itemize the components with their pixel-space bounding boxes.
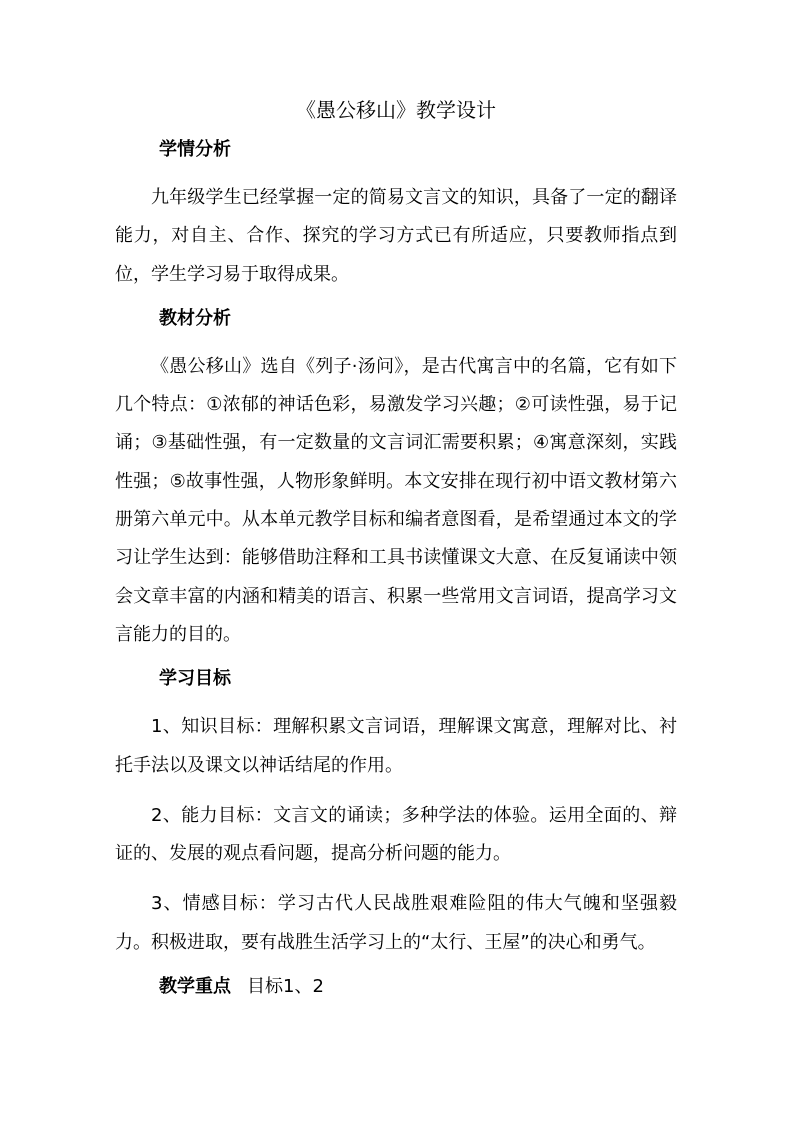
paragraph: 2、能力目标：文言文的诵读；多种学法的体验。运用全面的、辩证的、发展的观点看问题，提高分析问题的能力。 xyxy=(115,804,677,865)
document-page xyxy=(115,95,677,1000)
section-heading: 学习目标 xyxy=(159,668,231,690)
section-student-analysis xyxy=(115,137,677,294)
section-textbook-analysis xyxy=(115,306,677,654)
key-point-label: 教学重点 xyxy=(159,976,231,998)
teaching-key-point xyxy=(159,974,677,1000)
section-learning-goals xyxy=(115,666,677,962)
paragraph: 1、知识目标：理解积累文言词语，理解课文寓意，理解对比、衬托手法以及课文以神话结尾的作用。 xyxy=(115,716,677,776)
section-heading: 学情分析 xyxy=(159,139,231,160)
paragraph: 《愚公移山》选自《列子·汤问》，是古代寓言中的名篇，它有如下几个特点：①浓郁的神话色彩，易激发学习兴趣；②可读性强，易于记诵；③基础性强，有一定数量的文言词汇需要积累；④寓意深刻，实践性强；⑤故事性强，人物形象鲜明。本文安排在现行初中语文教材第六册第六单元中。从本单元教学目标和编者意图看，是希望通过本文的学习让学生达到：能够借助注释和工具书读懂课文大意、在反复诵读中领会文章丰富的内涵和精美的语言、积累一些常用文言词语，提高学习文言能力的目的。 xyxy=(115,355,677,645)
section-heading: 教材分析 xyxy=(159,307,231,329)
key-point-value: 目标1、2 xyxy=(247,976,324,998)
document-title: 《愚公移山》教学设计 xyxy=(296,98,496,122)
paragraph: 九年级学生已经掌握一定的简易文言文的知识，具备了一定的翻译能力，对自主、合作、探究的学习方式已有所适应，只要教师指点到位，学生学习易于取得成果。 xyxy=(115,187,677,285)
paragraph: 3、情感目标：学习古代人民战胜艰难险阻的伟大气魄和坚强毅力。积极进取，要有战胜生活学习上的“太行、王屋”的决心和勇气。 xyxy=(115,893,677,953)
